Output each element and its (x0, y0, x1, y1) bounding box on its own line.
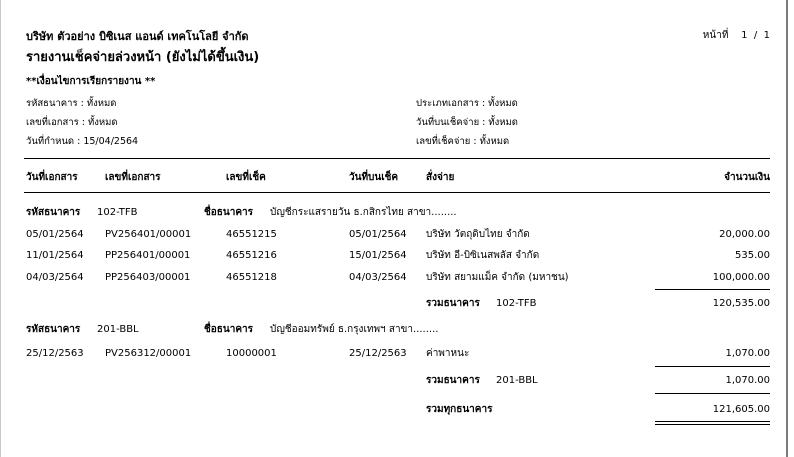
condition-doc-type: ประเภทเอกสาร : ทั้งหมด (416, 98, 518, 109)
condition-due-date: วันที่กำหนด : 15/04/2564 (26, 136, 139, 147)
group-bank-name: บัญชีกระแสรายวัน ธ.กสิกรไทย สาขา........ (270, 207, 457, 218)
row-pay-to: ค่าพาหนะ (426, 348, 470, 359)
grand-total-amount: 121,605.00 (712, 404, 770, 415)
page-current: 1 (741, 30, 748, 41)
report-title: รายงานเช็คจ่ายล่วงหน้า (ยังไม่ได้ขึ้นเงิน) (26, 50, 260, 65)
column-header-cheque-date: วันที่บนเช็ค (349, 172, 399, 183)
group-total-code: 102-TFB (496, 298, 537, 309)
subtotal-rule (655, 289, 770, 290)
row-cheque-date: 05/01/2564 (349, 229, 407, 240)
row-doc-date: 25/12/2563 (26, 348, 84, 359)
row-doc-no: PP256403/00001 (105, 272, 191, 283)
group-bank-code-label: รหัสธนาคาร (26, 207, 81, 218)
column-header-pay-to: สั่งจ่าย (426, 172, 455, 183)
group-total-amount: 1,070.00 (725, 375, 770, 386)
row-doc-date: 11/01/2564 (26, 250, 84, 261)
row-doc-no: PV256401/00001 (105, 229, 192, 240)
condition-cheque-date: วันที่บนเช็คจ่าย : ทั้งหมด (416, 117, 518, 128)
grand-total-double-rule-1 (655, 421, 770, 422)
row-cheque-date: 15/01/2564 (349, 250, 407, 261)
group-bank-name-label: ชื่อธนาคาร (204, 207, 254, 218)
page-total: 1 (763, 30, 770, 41)
row-cheque-no: 46551218 (226, 272, 277, 283)
grand-total-double-rule-2 (655, 424, 770, 425)
header-bottom-rule (24, 192, 770, 193)
column-header-doc-no: เลขที่เอกสาร (105, 172, 161, 183)
condition-doc-no: เลขที่เอกสาร : ทั้งหมด (26, 117, 118, 128)
row-pay-to: บริษัท วัตถุดิบไทย จำกัด (426, 229, 530, 240)
row-doc-no: PV256312/00001 (105, 348, 192, 359)
row-cheque-no: 46551215 (226, 229, 277, 240)
row-cheque-date: 04/03/2564 (349, 272, 407, 283)
row-doc-no: PP256401/00001 (105, 250, 191, 261)
grand-total-label: รวมทุกธนาคาร (426, 404, 493, 415)
row-cheque-date: 25/12/2563 (349, 348, 407, 359)
row-amount: 535.00 (735, 250, 770, 261)
group-bank-code: 201-BBL (97, 324, 139, 335)
row-cheque-no: 10000001 (226, 348, 277, 359)
page-border-right (786, 0, 788, 457)
column-header-doc-date: วันที่เอกสาร (26, 172, 78, 183)
group-total-label: รวมธนาคาร (426, 375, 480, 386)
company-name: บริษัท ตัวอย่าง บิซิเนส แอนด์ เทคโนโลยี จำกัด (26, 30, 249, 43)
row-doc-date: 05/01/2564 (26, 229, 84, 240)
page-separator: / (753, 30, 758, 41)
page-label: หน้าที่ (702, 30, 729, 41)
row-amount: 1,070.00 (725, 348, 770, 359)
row-amount: 20,000.00 (719, 229, 770, 240)
row-doc-date: 04/03/2564 (26, 272, 84, 283)
row-cheque-no: 46551216 (226, 250, 277, 261)
column-header-cheque-no: เลขที่เช็ค (226, 172, 266, 183)
group-bank-code-label: รหัสธนาคาร (26, 324, 81, 335)
conditions-title: **เงื่อนไขการเรียกรายงาน ** (26, 76, 156, 87)
group-bank-name: บัญชีออมทรัพย์ ธ.กรุงเทพฯ สาขา........ (270, 324, 439, 335)
condition-bank-code: รหัสธนาคาร : ทั้งหมด (26, 98, 117, 109)
group-total-label: รวมธนาคาร (426, 298, 480, 309)
column-header-amount: จำนวนเงิน (724, 172, 770, 183)
group-total-amount: 120,535.00 (712, 298, 770, 309)
condition-cheque-no: เลขที่เช็คจ่าย : ทั้งหมด (416, 136, 510, 147)
subtotal-rule (655, 366, 770, 367)
row-amount: 100,000.00 (712, 272, 770, 283)
row-pay-to: บริษัท สยามแม็ค จำกัด (มหาชน) (426, 272, 569, 283)
grand-total-top-rule (655, 393, 770, 394)
row-pay-to: บริษัท อี-บิซิเนสพลัส จำกัด (426, 250, 540, 261)
page-border-left (0, 0, 1, 457)
group-bank-name-label: ชื่อธนาคาร (204, 324, 254, 335)
header-top-rule (24, 158, 770, 159)
group-total-code: 201-BBL (496, 375, 538, 386)
page-number (703, 31, 770, 41)
group-bank-code: 102-TFB (97, 207, 138, 218)
